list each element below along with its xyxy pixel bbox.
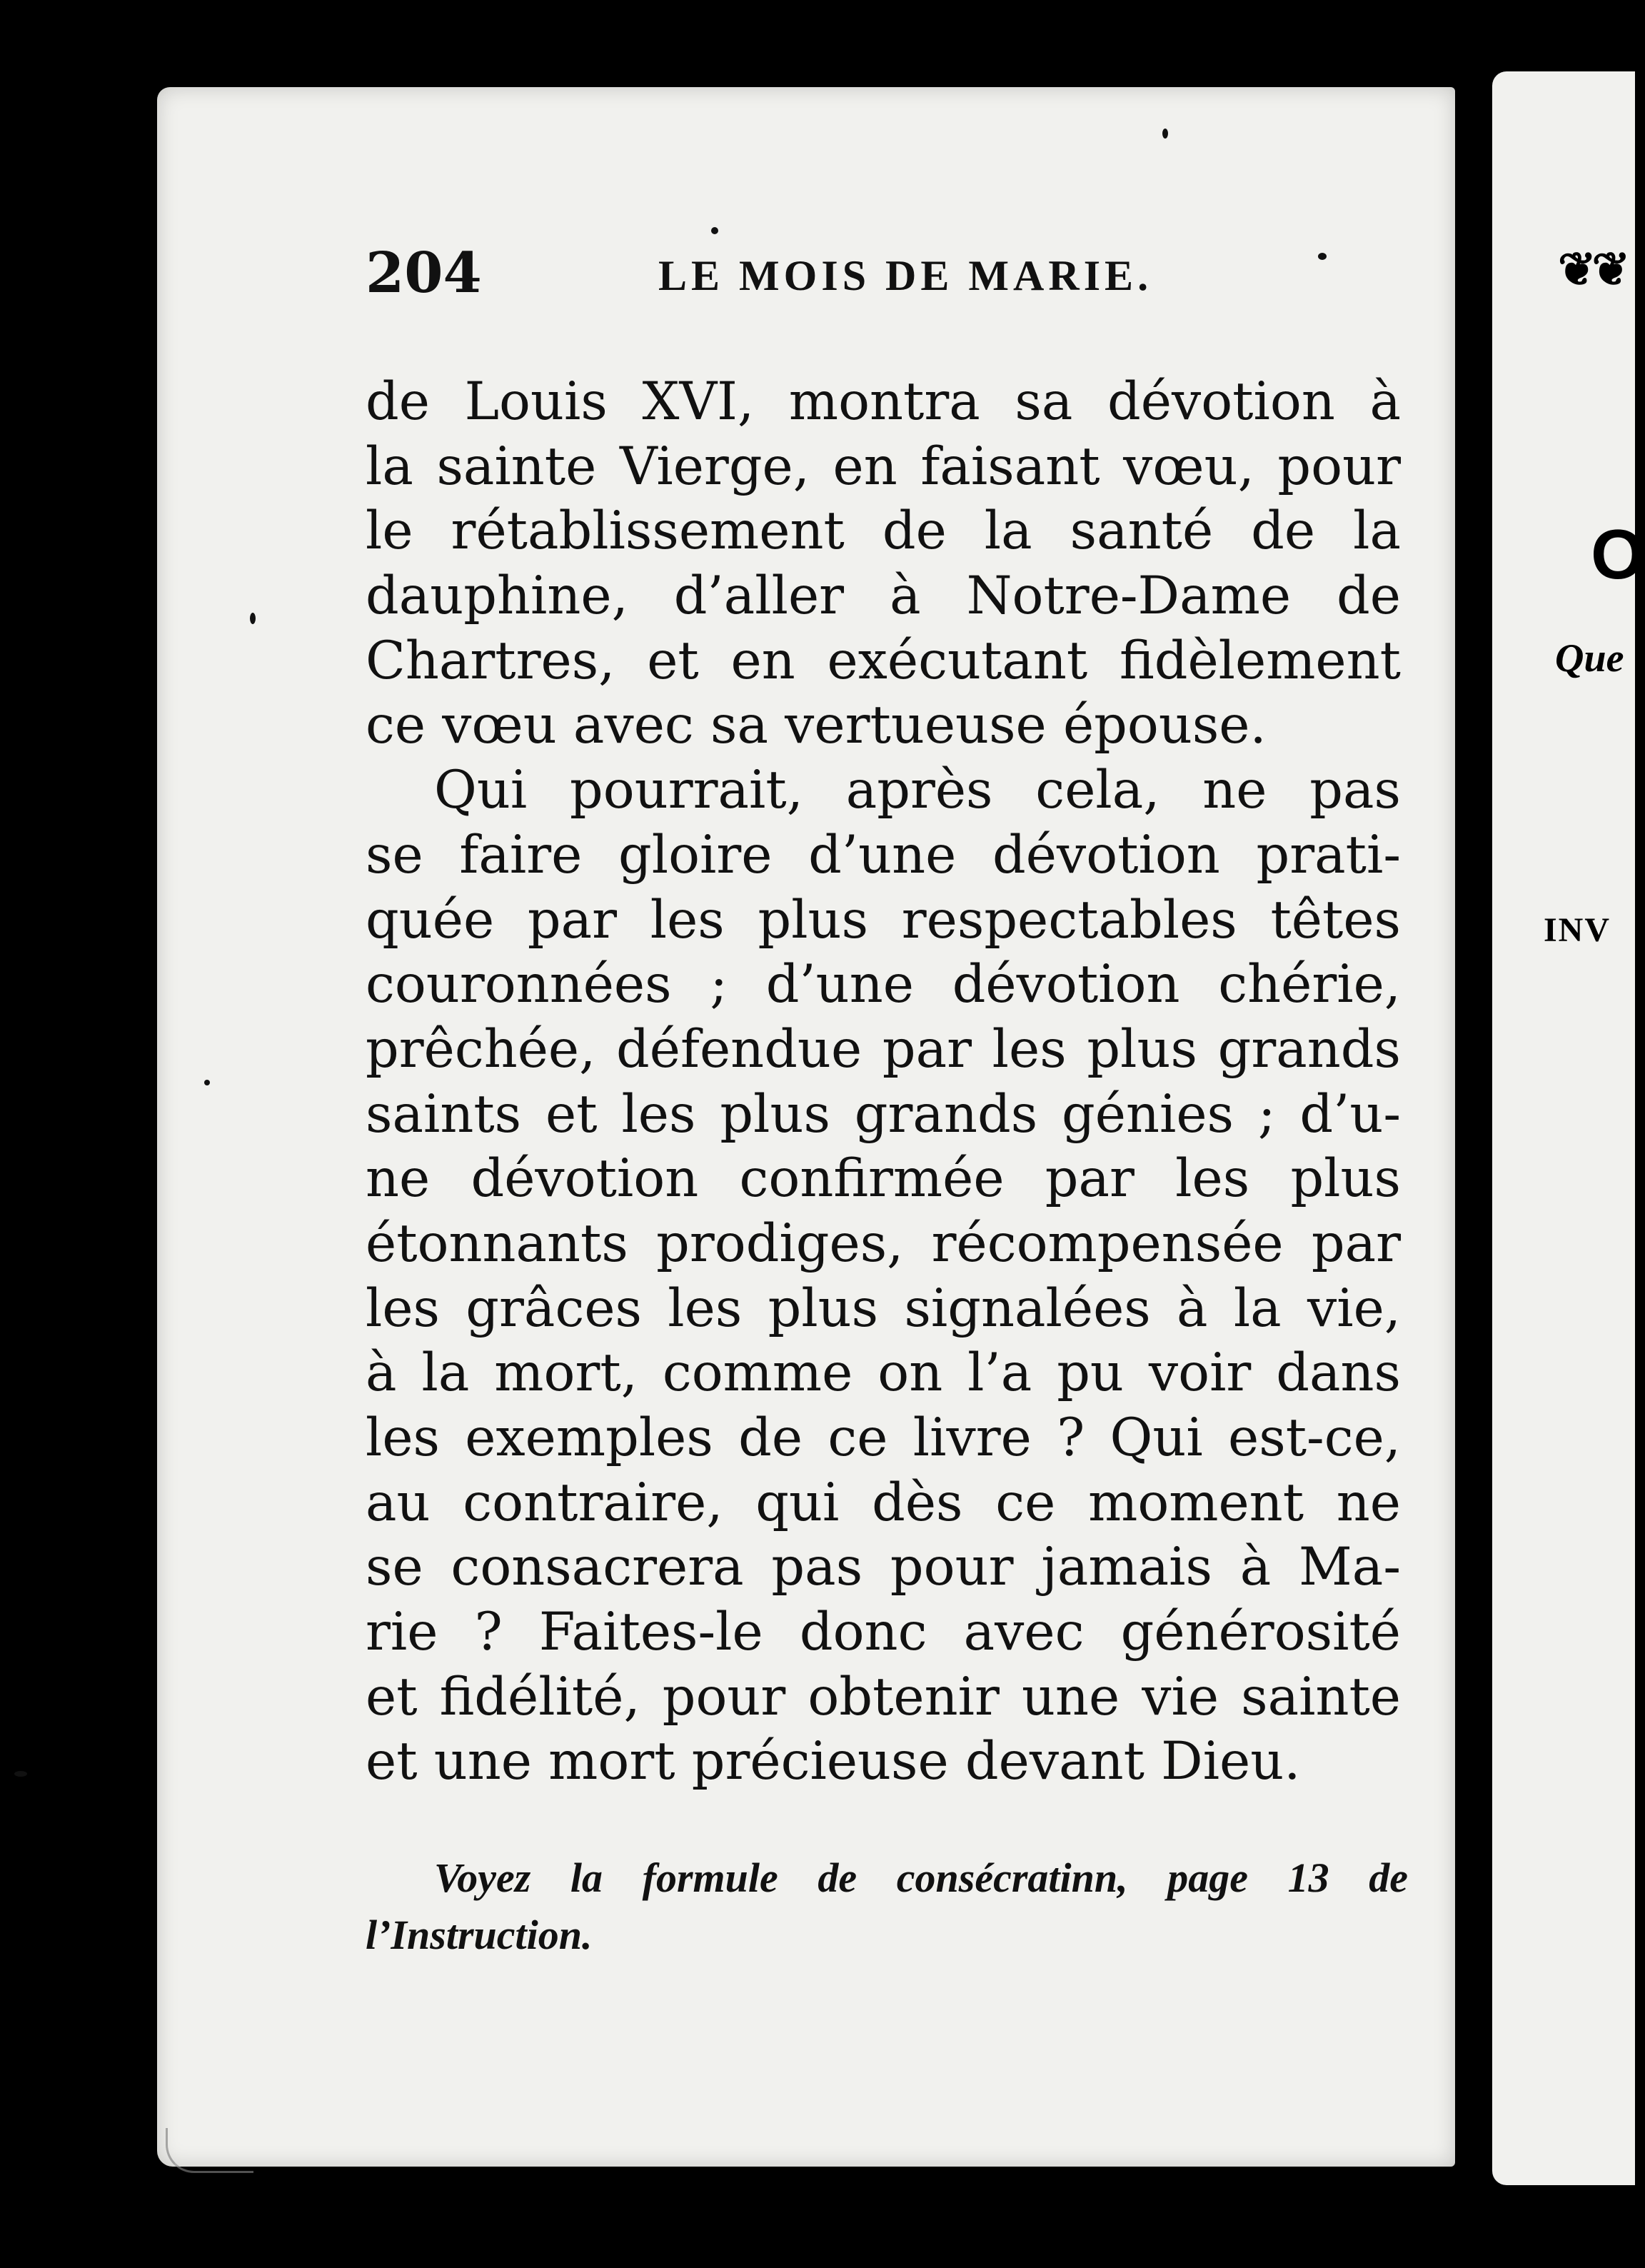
scan-speck	[711, 227, 718, 234]
text-line: se faire gloire d’une dévotion prati-	[366, 824, 1401, 885]
text-line: étonnants prodiges, récompensée par	[366, 1213, 1401, 1274]
footnote-line: l’Instruction.	[366, 1912, 593, 1958]
text-line: se consacrera pas pour jamais à Ma-	[366, 1537, 1401, 1598]
text-line: quée par les plus respectables têtes	[366, 889, 1401, 950]
text-line: dauphine, d’aller à Notre-Dame de	[366, 566, 1401, 627]
facing-page-heading-fragment: O	[1591, 515, 1645, 593]
text-line: ce vœu avec sa vertueuse épouse.	[366, 695, 1267, 756]
text-line: rie ? Faites-le donc avec générosité	[366, 1602, 1401, 1663]
scan-speck	[204, 1080, 210, 1085]
text-line: Qui pourrait, après cela, ne pas	[434, 760, 1401, 821]
text-line: saints et les plus grands génies ; d’u-	[366, 1083, 1401, 1145]
page-number: 204	[366, 241, 482, 306]
scan-speck	[14, 1771, 27, 1777]
text-line: Chartres, et en exécutant fidèlement	[366, 630, 1401, 691]
footnote-line: Voyez la formule de consécratinn, page 13 de	[434, 1855, 1408, 1901]
scan-speck	[1318, 253, 1327, 260]
running-title: LE MOIS DE MARIE.	[658, 252, 1153, 299]
text-line: de Louis XVI, montra sa dévotion à	[366, 371, 1401, 432]
facing-page-caps-fragment: INV	[1544, 911, 1611, 949]
text-line: couronnées ; d’une dévotion chérie,	[366, 954, 1401, 1015]
running-head	[366, 241, 1408, 306]
body-text	[366, 370, 1401, 1795]
scan-speck	[1162, 129, 1168, 139]
page-edge-curl	[166, 2128, 253, 2173]
text-line: et une mort précieuse devant Dieu.	[366, 1731, 1301, 1792]
text-line: prêchée, défendue par les plus grands	[366, 1018, 1401, 1080]
text-line: la sainte Vierge, en faisant vœu, pour	[366, 436, 1401, 497]
facing-page-edge	[1492, 71, 1645, 2185]
text-line: les exemples de ce livre ? Qui est-ce,	[366, 1408, 1401, 1468]
text-line: ne dévotion confirmée par les plus	[366, 1148, 1401, 1210]
text-line: le rétablissement de la santé de la	[366, 501, 1401, 562]
text-line: au contraire, qui dès ce moment ne	[366, 1472, 1401, 1533]
text-line: et fidélité, pour obtenir une vie sainte	[366, 1666, 1401, 1727]
facing-page-ornament: ❦❦	[1558, 243, 1626, 296]
text-line: les grâces les plus signalées à la vie,	[366, 1278, 1401, 1339]
text-line: à la mort, comme on l’a pu voir dans	[366, 1343, 1401, 1404]
facing-page-italic-fragment: Que	[1555, 636, 1624, 681]
scan-speck	[250, 613, 256, 624]
footnote	[366, 1850, 1408, 1964]
